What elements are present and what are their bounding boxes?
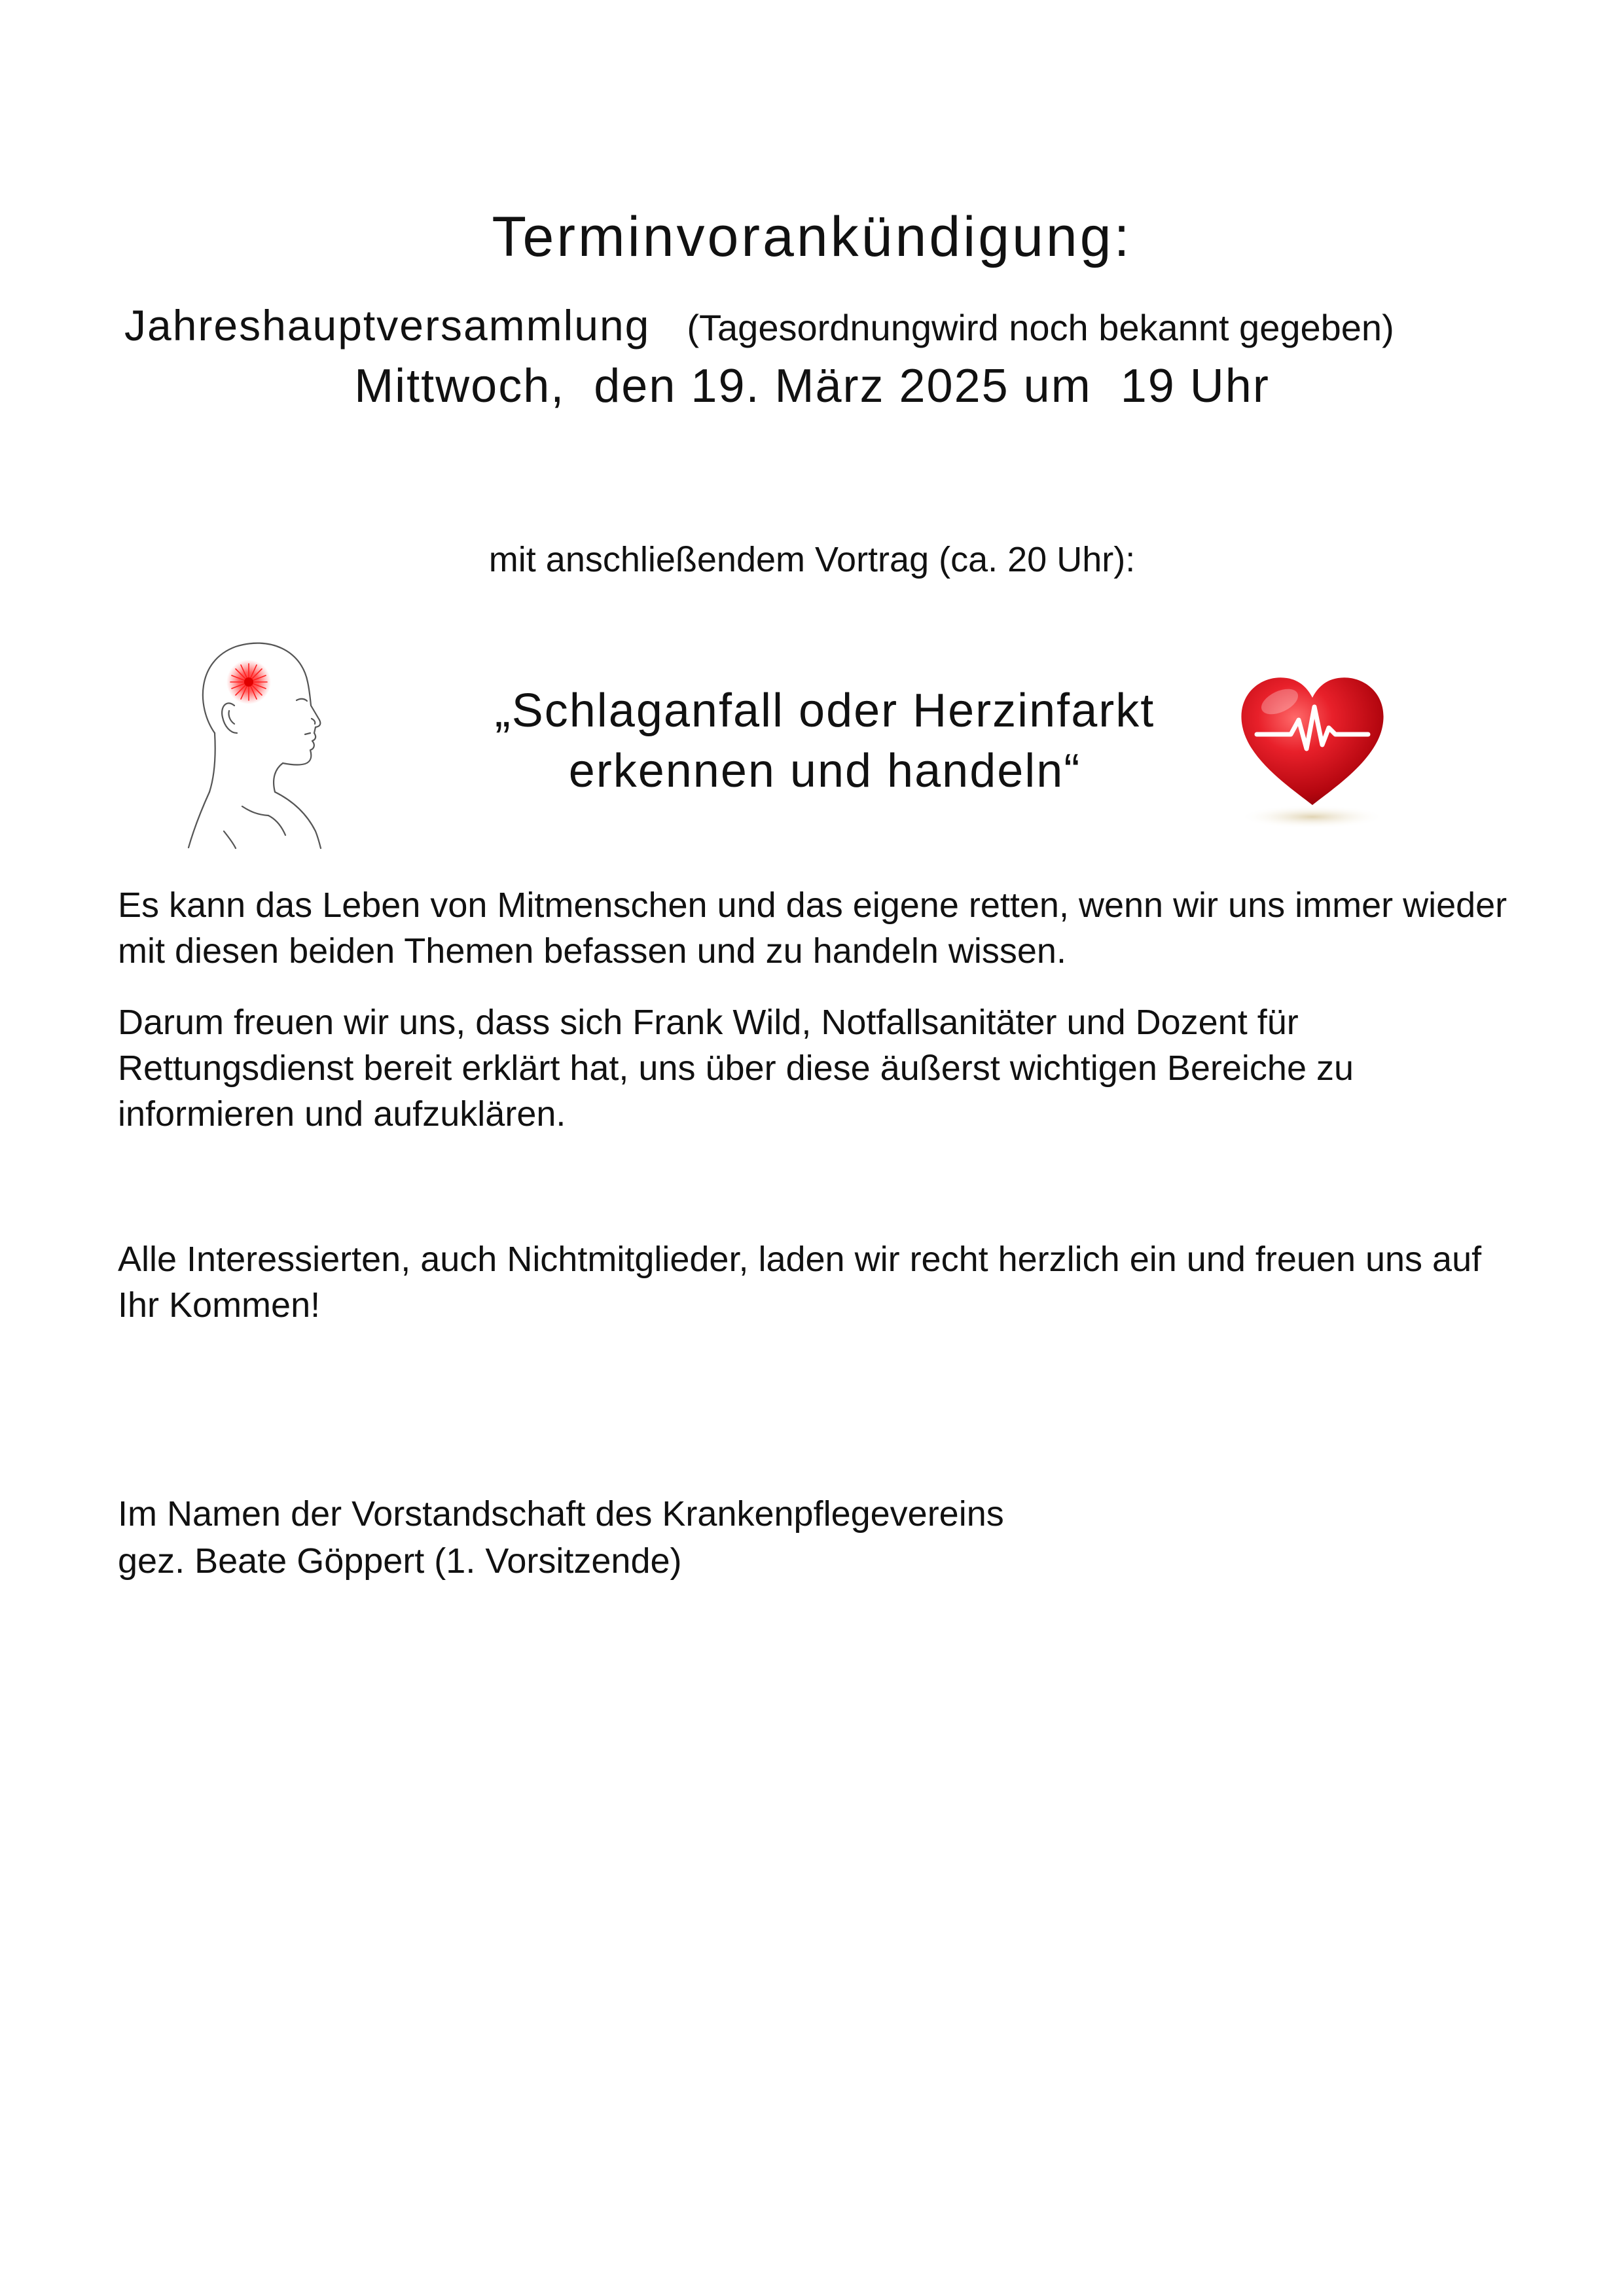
page-title: Terminvorankündigung: [492, 206, 1132, 268]
lecture-title-line-2: erkennen und handeln“ [568, 745, 1081, 797]
red-heart-with-heartbeat-line-icon [1231, 661, 1394, 838]
body-paragraph-3: Alle Interessierten, auch Nichtmitglieder, laden wir recht herzlich ein und freuen uns auf Ihr Kommen! [118, 1240, 1482, 1325]
signature-line-2: gez. Beate Göppert (1. Vorsitzende) [118, 1541, 682, 1581]
lecture-title [393, 681, 1257, 801]
event-date: Mittwoch, den 19. März 2025 um 19 Uhr [354, 360, 1270, 412]
assembly-title: Jahreshauptversammlung [124, 301, 651, 350]
body-paragraph-2: Darum freuen wir uns, dass sich Frank Wild, Notfallsanitäter und Dozent für Rettungsdienst bereit erklärt hat, uns über diese äußerst wichtigen Bereiche zu informieren und aufzuklären. [118, 1003, 1354, 1134]
head-profile-with-red-stroke-spot-icon [177, 635, 340, 851]
lecture-title-line-1: „Schlaganfall oder Herzinfarkt [494, 685, 1155, 737]
agenda-note: (Tagesordnungwird noch bekannt gegeben) [687, 307, 1394, 348]
signature-line-1: Im Namen der Vorstandschaft des Krankenpflegevereins [118, 1494, 1004, 1534]
signature-block [118, 1490, 1004, 1585]
lecture-intro: mit anschließendem Vortrag (ca. 20 Uhr): [488, 540, 1136, 579]
body-paragraph-1: Es kann das Leben von Mitmenschen und das eigene retten, wenn wir uns immer wieder mit diesen beiden Themen befassen und zu handeln wissen. [118, 886, 1507, 971]
